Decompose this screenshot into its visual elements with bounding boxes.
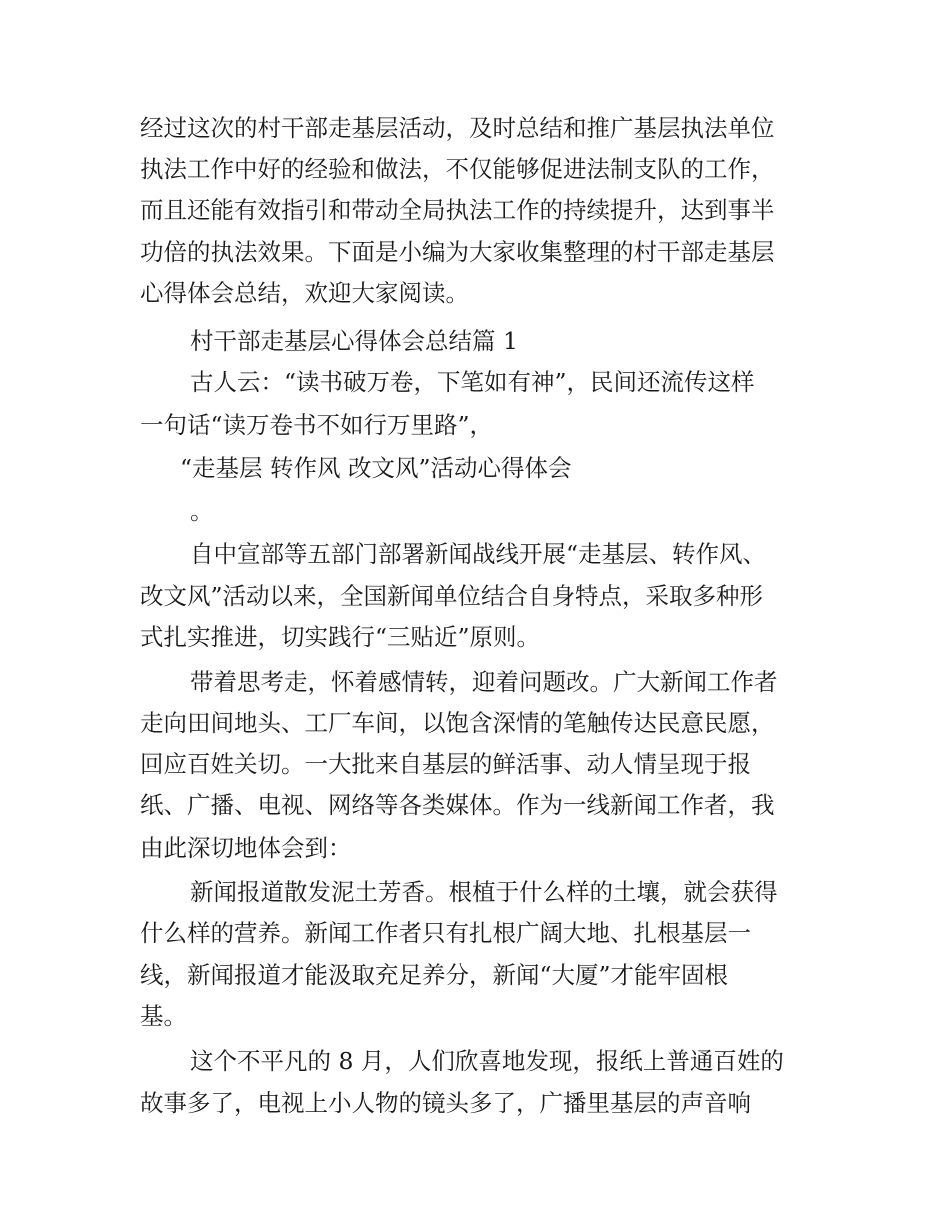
text-line: 。 [190,497,214,525]
text-line: 执法工作中好的经验和做法，不仅能够促进法制支队的工作， [140,155,775,183]
text-line: 一句话“读万卷书不如行万里路”， [140,411,494,439]
text-line: 改文风”活动以来，全国新闻单位结合自身特点，采取多种形 [140,582,764,610]
text-line: 纸、广播、电视、网络等各类媒体。作为一线新闻工作者，我 [140,791,775,819]
text-line: 式扎实推进，切实践行“三贴近”原则。 [140,623,541,651]
text-line: 走向田间地头、工厂车间，以饱含深情的笔触传达民意民愿， [140,709,775,737]
section-heading: 村干部走基层心得体会总结篇 1 [190,327,518,355]
text-line: 带着思考走，怀着感情转，迎着问题改。广大新闻工作者 [190,668,778,696]
text-line: 回应百姓关切。一大批来自基层的鲜活事、动人情呈现于报 [140,750,751,778]
text-line: 新闻报道散发泥土芳香。根植于什么样的土壤，就会获得 [190,878,778,906]
text-line: 经过这次的村干部走基层活动，及时总结和推广基层执法单位 [140,114,775,142]
text-line: 故事多了，电视上小人物的镜头多了，广播里基层的声音响 [140,1089,751,1117]
text-line: 心得体会总结，欢迎大家阅读。 [140,279,469,307]
text-line: 古人云：“读书破万卷，下笔如有神”，民间还流传这样 [190,368,755,396]
text-line: 线，新闻报道才能汲取充足养分，新闻“大厦”才能牢固根 [140,961,729,989]
text-line: 而且还能有效指引和带动全局执法工作的持续提升，达到事半 [140,196,775,224]
text-line: 什么样的营养。新闻工作者只有扎根广阔大地、扎根基层一 [140,919,751,947]
text-line: 这个不平凡的 8 月，人们欣喜地发现，报纸上普通百姓的 [190,1047,784,1075]
text-line: 由此深切地体会到： [140,834,352,862]
text-line: “走基层 转作风 改文风”活动心得体会 [180,454,572,482]
text-line: 基。 [140,1002,187,1030]
text-line: 功倍的执法效果。下面是小编为大家收集整理的村干部走基层 [140,238,775,266]
text-line: 自中宣部等五部门部署新闻战线开展“走基层、转作风、 [190,540,767,568]
